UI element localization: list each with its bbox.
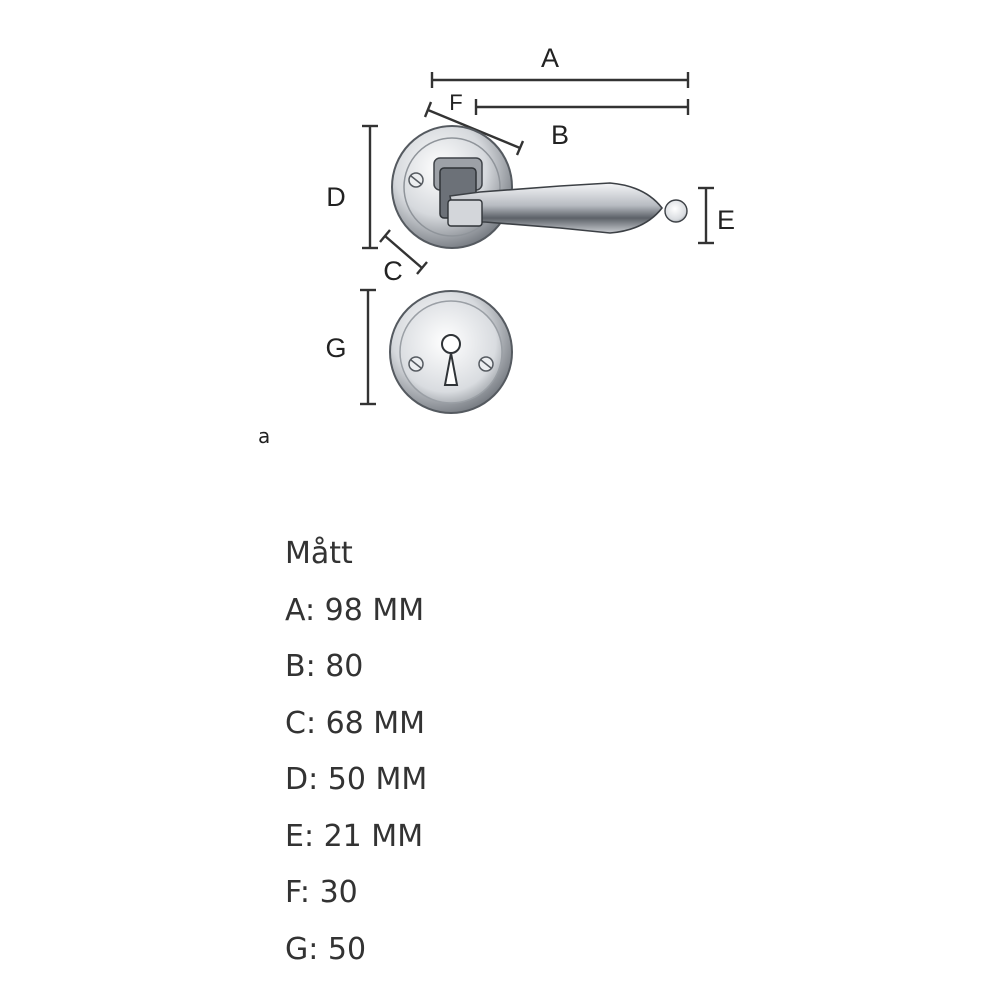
dimension-item: A: 98 MM [285,592,425,628]
dimension-item: D: 50 MM [285,762,428,797]
dimension-item: E: 21 MM [285,818,424,854]
dimension-f-label: F [449,90,463,115]
dimension-item: G: 50 [285,931,367,967]
dimensions-heading: Mått [285,536,353,571]
dimension-item: F: 30 [285,875,358,910]
door-handle-dimension-diagram [0,0,1000,460]
lever-tip-knob [665,200,687,222]
dimension-item: C: 68 MM [285,705,426,741]
keyhole-escutcheon-illustration [390,291,512,413]
dimension-a-label: A [540,43,560,73]
dimension-d-label: D [326,182,346,212]
dimension-e-label: E [716,205,736,235]
stray-glyph: a [258,424,271,448]
dimension-g-label: G [325,333,347,363]
dimension-item: B: 80 [285,649,364,684]
dimension-e [698,188,735,243]
dimension-b-label: B [550,120,570,150]
lever-handle-illustration [392,126,687,248]
dimension-a [432,43,688,88]
dimension-d [326,126,378,248]
dimension-c-label: C [383,256,403,286]
dimensions-list [285,526,427,978]
dimension-g [325,290,376,404]
